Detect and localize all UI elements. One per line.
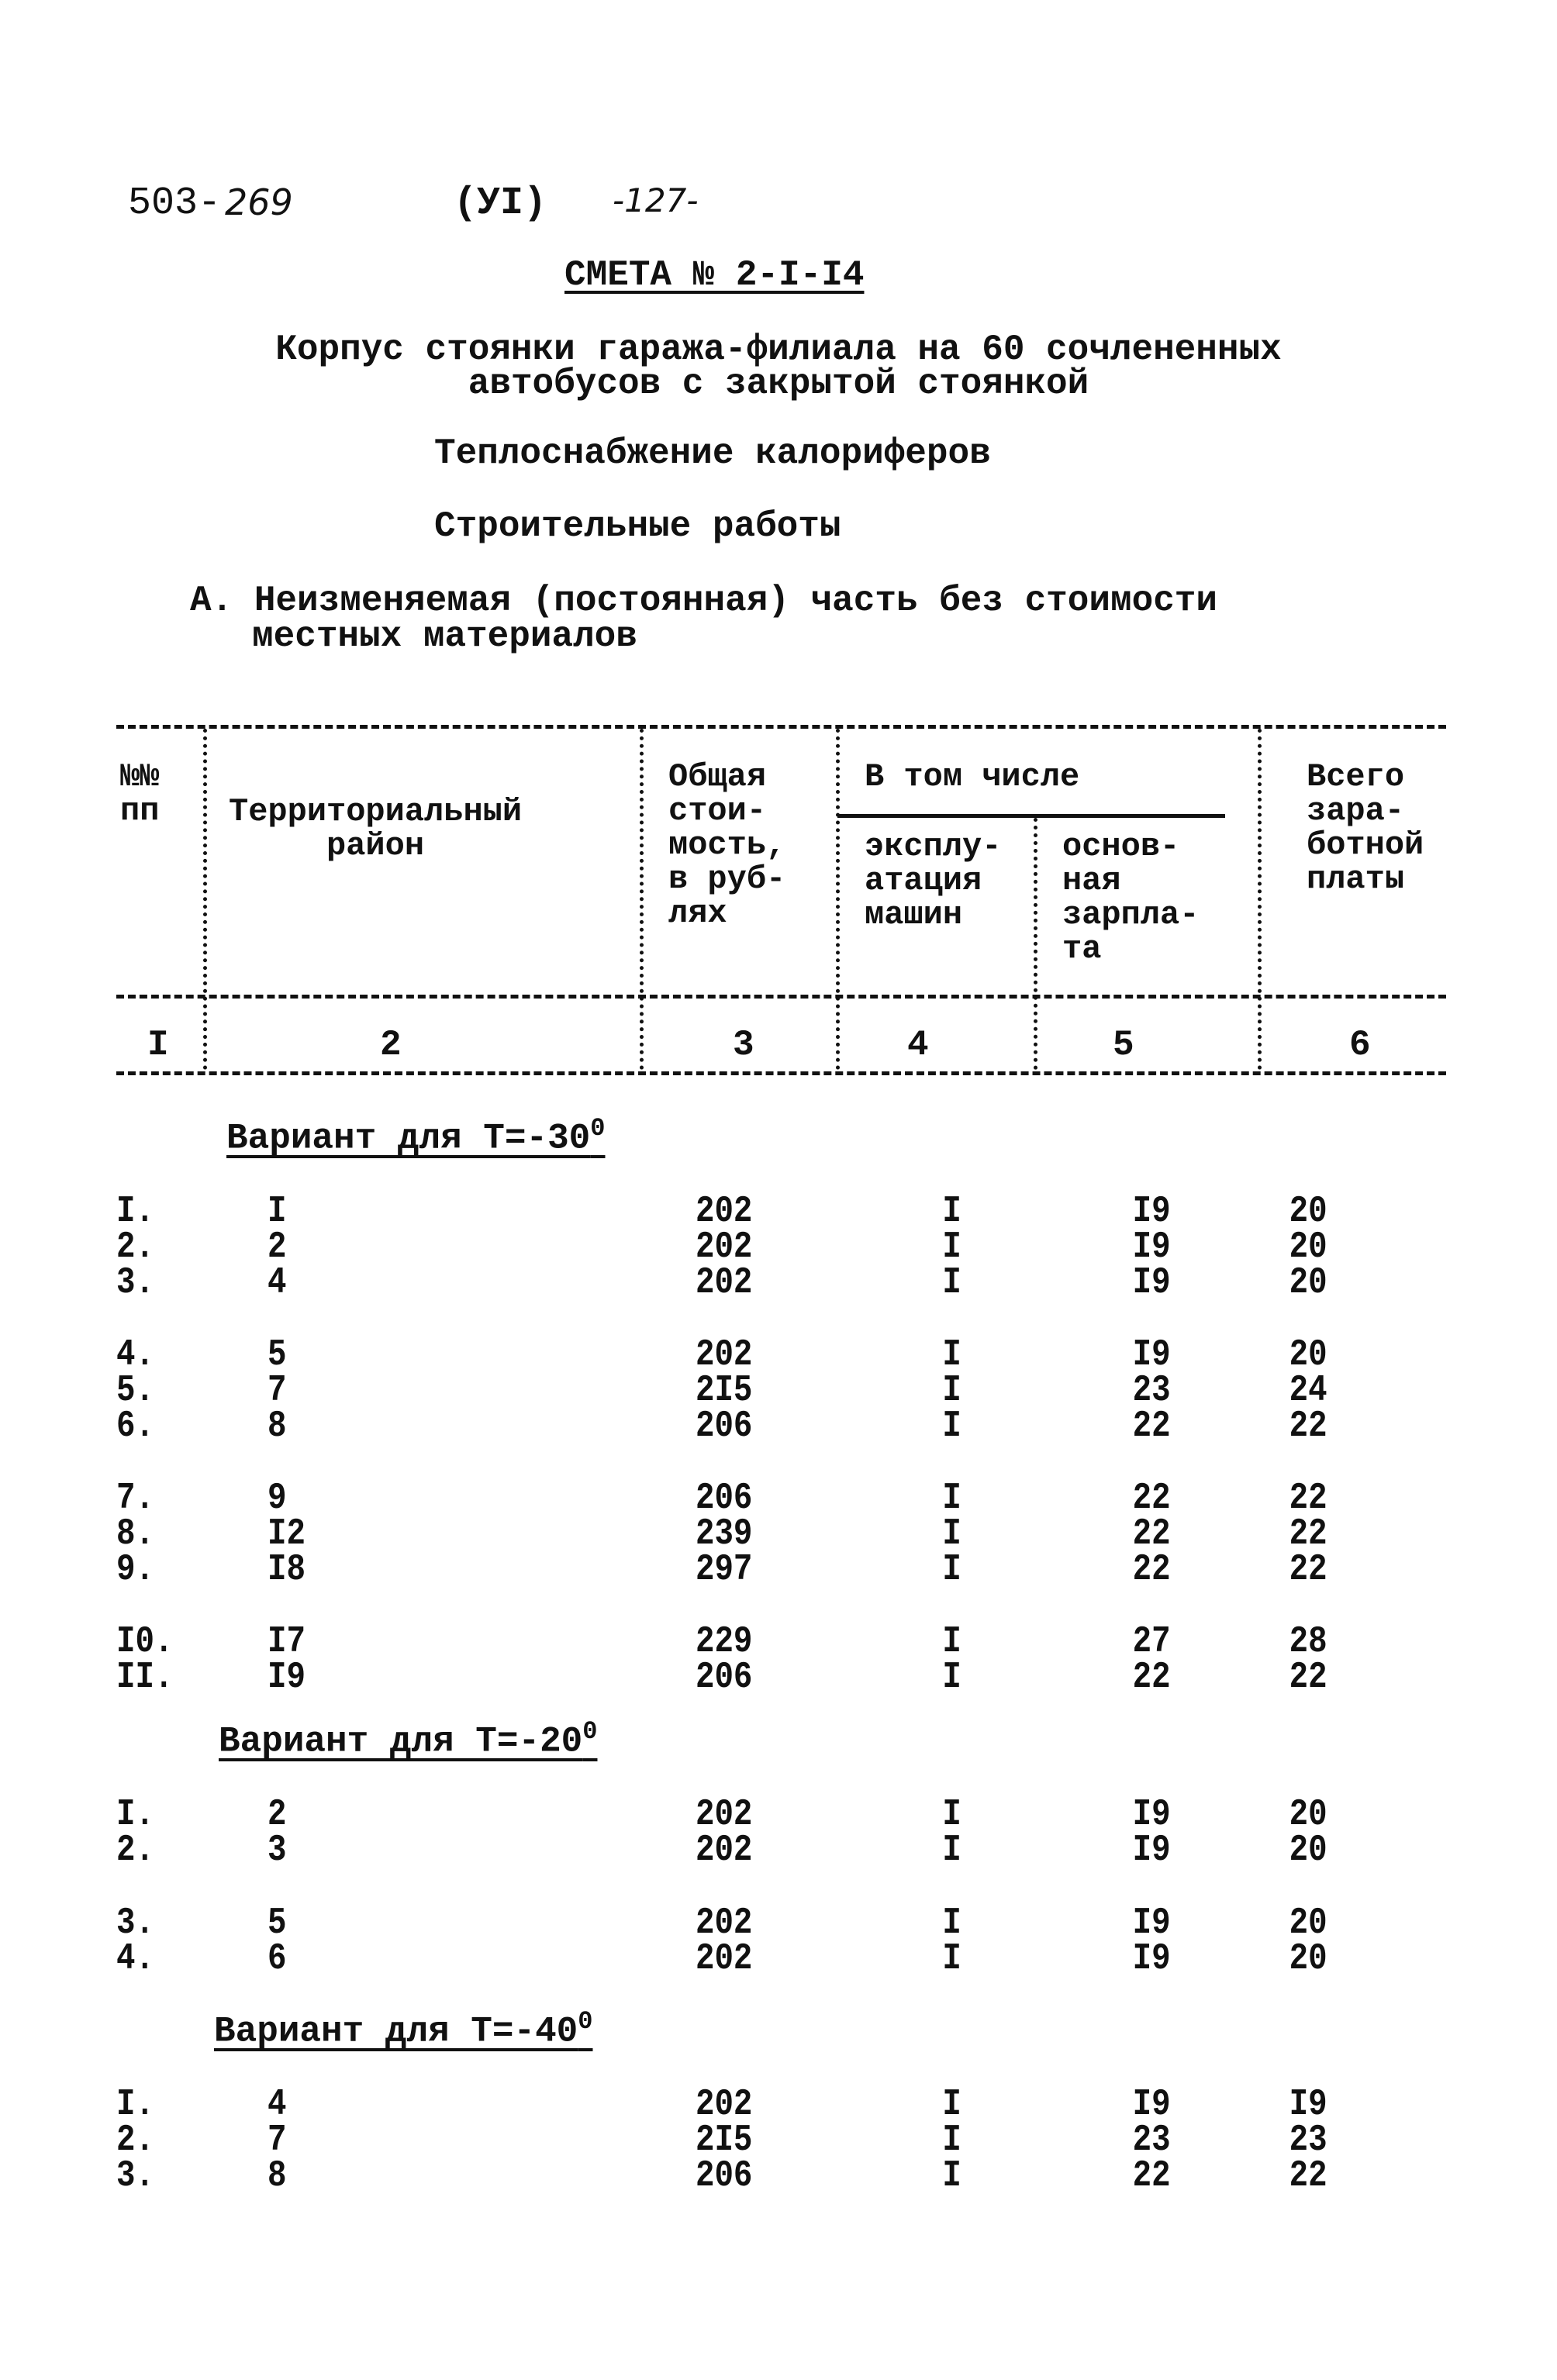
total-cost: 202 [695, 1226, 752, 1268]
subtitle-line-1: Корпус стоянки гаража-филиала на 60 сочлененных [275, 329, 1282, 370]
variant-title: Вариант для Т=-40 [214, 2011, 578, 2052]
col-number-6: 6 [1349, 1025, 1371, 1065]
base-salary: 22 [1133, 2155, 1171, 2197]
header-c2: Территориальный район [229, 793, 523, 864]
header-top-rule [116, 725, 1446, 729]
header-c5: основ- ная зарпла- та [1062, 828, 1200, 968]
base-salary: 22 [1133, 1478, 1171, 1519]
base-salary: 23 [1133, 1370, 1171, 1412]
machine-operation: I [942, 2084, 961, 2126]
total-salary: 23 [1289, 2120, 1327, 2161]
variant-title: Вариант для Т=-30 [226, 1118, 591, 1159]
col-number-4: 4 [907, 1025, 929, 1065]
base-salary: I9 [1133, 1226, 1171, 1268]
total-cost: 202 [695, 1902, 752, 1944]
region: 9 [268, 1478, 287, 1519]
row-number: 2. [116, 1830, 154, 1871]
col-divider [640, 729, 644, 1070]
header-c6: Всего зара- ботной платы [1307, 758, 1424, 898]
row-number: I0. [116, 1621, 174, 1663]
section-number: (УI) [454, 181, 547, 226]
total-cost: 297 [695, 1549, 752, 1591]
machine-operation: I [942, 1334, 961, 1376]
col-number-1: I [147, 1025, 169, 1065]
machine-operation: I [942, 1406, 961, 1447]
row-number: I. [116, 2084, 154, 2126]
total-cost: 239 [695, 1513, 752, 1555]
total-salary: 20 [1289, 1262, 1327, 1304]
base-salary: I9 [1133, 2084, 1171, 2126]
total-cost: 202 [695, 1191, 752, 1233]
subtitle-line-2: автобусов с закрытой стоянкой [468, 364, 1089, 404]
total-salary: I9 [1289, 2084, 1327, 2126]
base-salary: I9 [1133, 1938, 1171, 1980]
total-salary: 20 [1289, 1226, 1327, 1268]
region: 8 [268, 2155, 287, 2197]
region: I [268, 1191, 287, 1233]
total-cost: 2I5 [695, 1370, 752, 1412]
base-salary: I9 [1133, 1794, 1171, 1836]
machine-operation: I [942, 1513, 961, 1555]
total-cost: 206 [695, 1478, 752, 1519]
row-number: 6. [116, 1406, 154, 1447]
page-number: -127- [613, 181, 699, 219]
total-cost: 229 [695, 1621, 752, 1663]
machine-operation: I [942, 1191, 961, 1233]
degree-sign: 0 [578, 2007, 593, 2036]
header-c1: №№ пп [120, 758, 160, 830]
total-salary: 22 [1289, 1406, 1327, 1447]
region: 7 [268, 2120, 287, 2161]
base-salary: 23 [1133, 2120, 1171, 2161]
region: 5 [268, 1902, 287, 1944]
total-salary: 22 [1289, 1478, 1327, 1519]
variant-heading [214, 2007, 593, 2052]
machine-operation: I [942, 1549, 961, 1591]
base-salary: 22 [1133, 1406, 1171, 1447]
total-salary: 20 [1289, 1794, 1327, 1836]
part-a-line-2: местных материалов [252, 616, 637, 657]
estimate-title: СМЕТА № 2-I-I4 [564, 255, 865, 295]
region: I9 [268, 1657, 306, 1699]
total-cost: 202 [695, 1334, 752, 1376]
col-divider [203, 729, 207, 1070]
degree-sign: 0 [582, 1717, 598, 1746]
row-number: 4. [116, 1938, 154, 1980]
total-salary: 22 [1289, 1513, 1327, 1555]
machine-operation: I [942, 1794, 961, 1836]
document-code: 503- [128, 181, 222, 226]
total-salary: 20 [1289, 1830, 1327, 1871]
total-cost: 2I5 [695, 2120, 752, 2161]
col-divider [1258, 729, 1262, 1070]
total-cost: 202 [695, 1794, 752, 1836]
region: I2 [268, 1513, 306, 1555]
machine-operation: I [942, 1621, 961, 1663]
total-cost: 206 [695, 1657, 752, 1699]
col-number-2: 2 [380, 1025, 402, 1065]
base-salary: I9 [1133, 1334, 1171, 1376]
total-salary: 20 [1289, 1938, 1327, 1980]
col-number-3: 3 [733, 1025, 754, 1065]
total-cost: 206 [695, 1406, 752, 1447]
base-salary: I9 [1133, 1830, 1171, 1871]
header-bottom-rule [116, 1071, 1446, 1075]
base-salary: 22 [1133, 1549, 1171, 1591]
total-salary: 22 [1289, 1657, 1327, 1699]
total-cost: 202 [695, 1262, 752, 1304]
total-salary: 28 [1289, 1621, 1327, 1663]
group-rule [837, 814, 1225, 818]
total-cost: 202 [695, 2084, 752, 2126]
region: 5 [268, 1334, 287, 1376]
total-salary: 24 [1289, 1370, 1327, 1412]
base-salary: 27 [1133, 1621, 1171, 1663]
region: 8 [268, 1406, 287, 1447]
row-number: 4. [116, 1334, 154, 1376]
row-number: 8. [116, 1513, 154, 1555]
region: I8 [268, 1549, 306, 1591]
machine-operation: I [942, 1370, 961, 1412]
machine-operation: I [942, 1657, 961, 1699]
row-number: 3. [116, 1902, 154, 1944]
region: 2 [268, 1226, 287, 1268]
machine-operation: I [942, 1830, 961, 1871]
variant-heading [226, 1114, 606, 1159]
variant-title: Вариант для Т=-20 [219, 1721, 583, 1762]
document-code-handwritten: 269 [225, 181, 293, 223]
base-salary: 22 [1133, 1657, 1171, 1699]
total-salary: 20 [1289, 1902, 1327, 1944]
row-number: 9. [116, 1549, 154, 1591]
region: 2 [268, 1794, 287, 1836]
col-number-5: 5 [1113, 1025, 1134, 1065]
region: 4 [268, 1262, 287, 1304]
region: 6 [268, 1938, 287, 1980]
machine-operation: I [942, 1226, 961, 1268]
row-number: 3. [116, 1262, 154, 1304]
total-cost: 206 [695, 2155, 752, 2197]
row-number: I. [116, 1191, 154, 1233]
header-mid-rule [116, 995, 1446, 999]
section-heating: Теплоснабжение калориферов [434, 433, 991, 474]
machine-operation: I [942, 2120, 961, 2161]
row-number: I. [116, 1794, 154, 1836]
col-divider [1034, 818, 1037, 1070]
row-number: 3. [116, 2155, 154, 2197]
total-cost: 202 [695, 1938, 752, 1980]
machine-operation: I [942, 2155, 961, 2197]
machine-operation: I [942, 1938, 961, 1980]
machine-operation: I [942, 1478, 961, 1519]
region: 7 [268, 1370, 287, 1412]
machine-operation: I [942, 1902, 961, 1944]
total-salary: 22 [1289, 2155, 1327, 2197]
part-a-line-1: А. Неизменяемая (постоянная) часть без стоимости [190, 581, 1218, 621]
row-number: 2. [116, 1226, 154, 1268]
total-salary: 22 [1289, 1549, 1327, 1591]
row-number: 2. [116, 2120, 154, 2161]
total-salary: 20 [1289, 1334, 1327, 1376]
base-salary: I9 [1133, 1902, 1171, 1944]
header-c3: Общая стои- мость, в руб- лях [668, 758, 786, 932]
base-salary: I9 [1133, 1262, 1171, 1304]
base-salary: I9 [1133, 1191, 1171, 1233]
total-salary: 20 [1289, 1191, 1327, 1233]
header-c4: эксплу- атация машин [865, 828, 1002, 933]
region: 3 [268, 1830, 287, 1871]
degree-sign: 0 [590, 1114, 606, 1143]
row-number: 5. [116, 1370, 154, 1412]
col-divider [836, 729, 840, 1070]
row-number: 7. [116, 1478, 154, 1519]
base-salary: 22 [1133, 1513, 1171, 1555]
variant-heading [219, 1717, 598, 1762]
section-construction: Строительные работы [434, 506, 841, 547]
machine-operation: I [942, 1262, 961, 1304]
total-cost: 202 [695, 1830, 752, 1871]
header-group: В том числе [865, 758, 1080, 795]
region: 4 [268, 2084, 287, 2126]
region: I7 [268, 1621, 306, 1663]
row-number: II. [116, 1657, 174, 1699]
